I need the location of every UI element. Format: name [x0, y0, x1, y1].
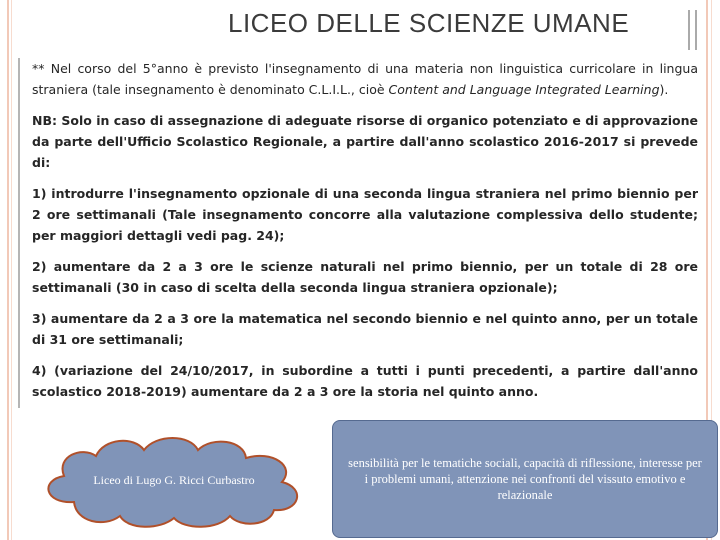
clil-italic-text: Content and Language Integrated Learning [388, 82, 660, 97]
nb-paragraph: NB: Solo in caso di assegnazione di adeguate risorse di organico potenziato e di approvazione da parte dell'Ufficio Scolastico Regionale, a partire dall'anno scolastico 2016-2017 si prevede di: [32, 113, 698, 170]
item-2: 2) aumentare da 2 a 3 ore le scienze naturali nel primo biennio, per un totale di 28 ore settimanali (30 in caso di scelta della seconda lingua straniera opzionale); [32, 259, 698, 295]
corner-bracket-decoration [688, 10, 697, 50]
left-border-line [7, 0, 9, 540]
callout-text: sensibilità per le tematiche sociali, capacità di riflessione, interesse per i problemi umani, attenzione nei confronti del vissuto emotivo e relazionale [348, 456, 702, 502]
item-4: 4) (variazione del 24/10/2017, in subordine a tutti i punti precedenti, a partire dall'anno scolastico 2018-2019) aumentare da 2 a 3 ore la storia nel quinto anno. [32, 363, 698, 399]
callout-box [332, 420, 718, 538]
notice-panel [18, 58, 698, 408]
item-3: 3) aumentare da 2 a 3 ore la matematica nel secondo biennio e nel quinto anno, per un totale di 31 ore settimanali; [32, 311, 698, 347]
clil-text-end: ). [659, 82, 669, 97]
cloud-shape [34, 432, 314, 530]
clil-text-start: ** Nel corso del 5°anno è previsto l'insegnamento di una materia non linguistica curricolare in lingua straniera (tale insegnamento è denominato C.L.I.L., cioè [32, 61, 698, 97]
item-1: 1) introdurre l'insegnamento opzionale di una seconda lingua straniera nel primo biennio per 2 ore settimanali (Tale insegnamento concorre alla valutazione complessiva dello studente; per maggiori dettagli vedi pag. 24); [32, 186, 698, 243]
left-border-line-inner [11, 0, 12, 540]
cloud-label: Liceo di Lugo G. Ricci Curbastro [93, 473, 255, 487]
slide-title: LICEO DELLE SCIENZE UMANE [228, 8, 630, 38]
clil-paragraph [32, 58, 698, 100]
